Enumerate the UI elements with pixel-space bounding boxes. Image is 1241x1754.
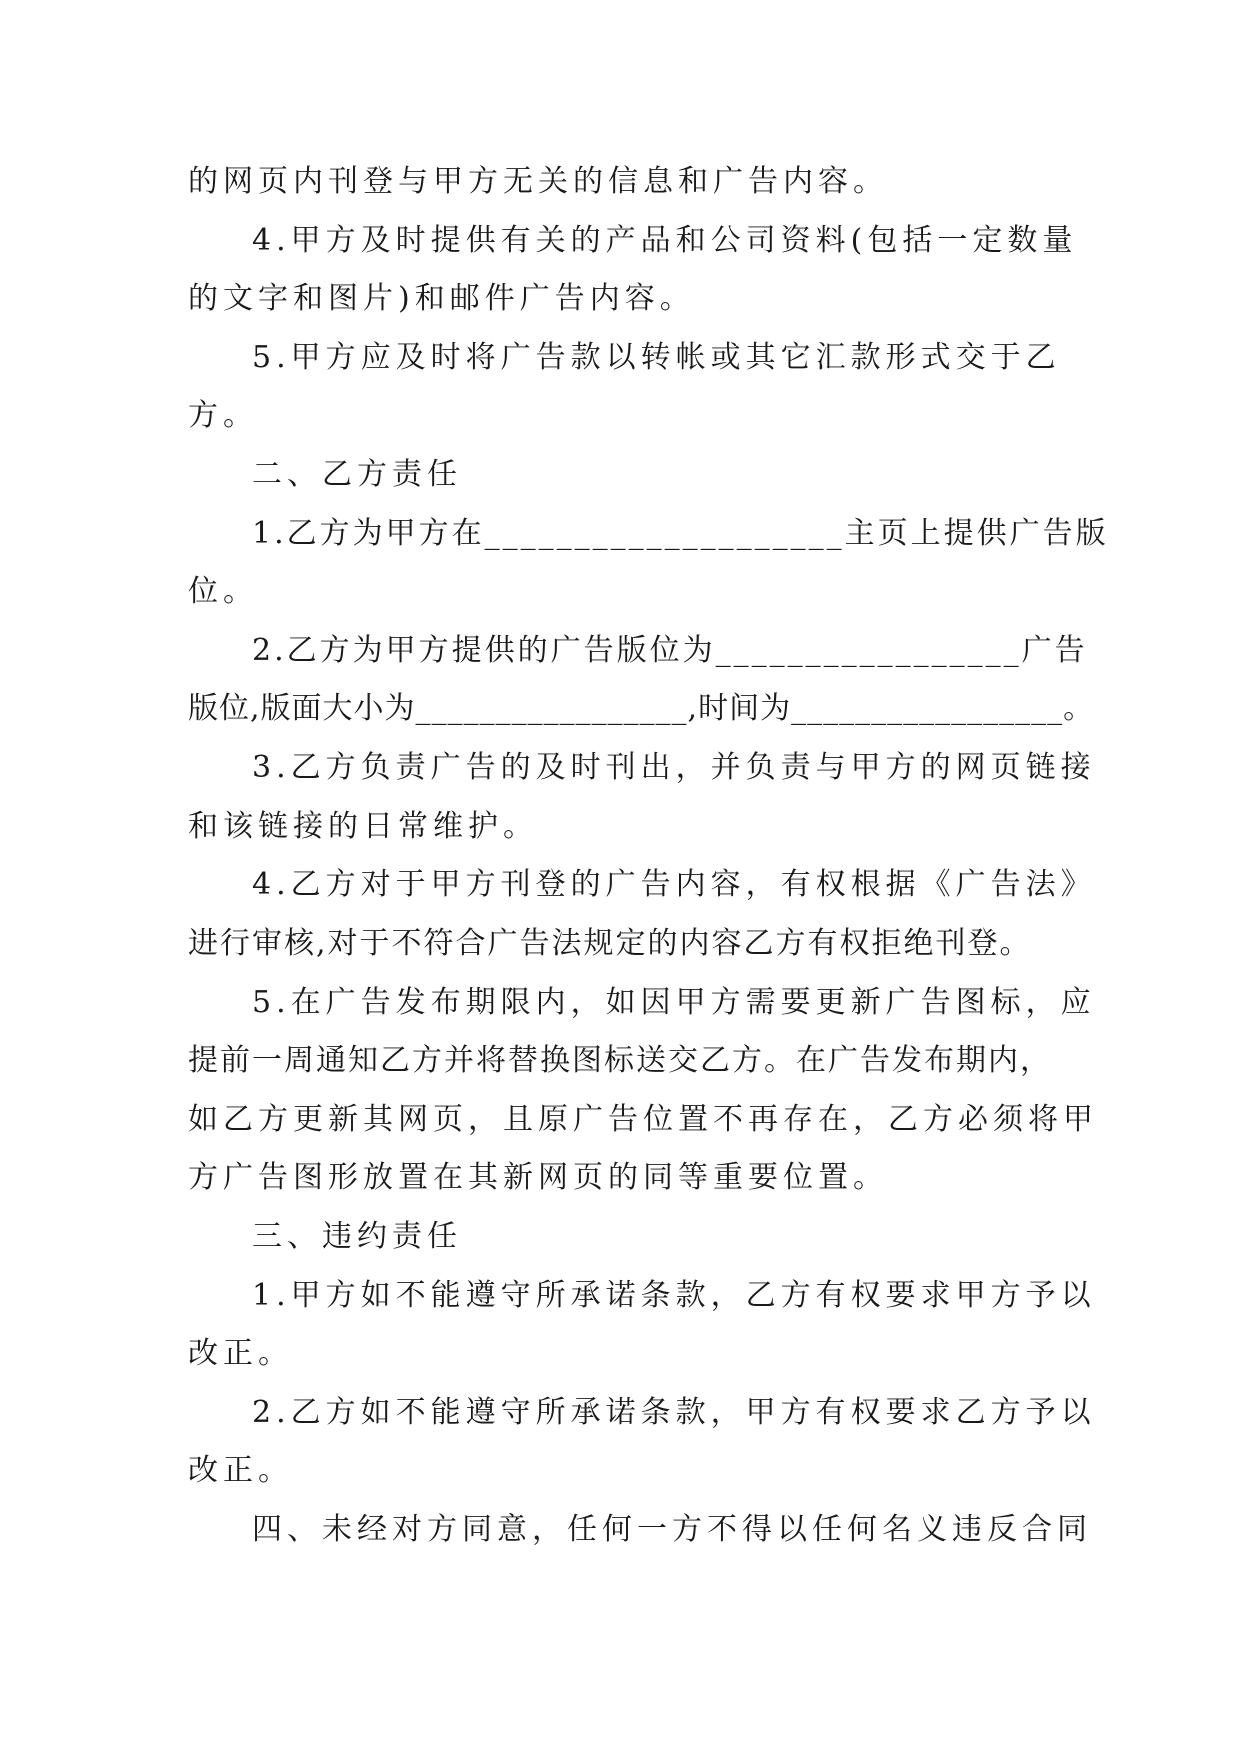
text-line: 的文字和图片)和邮件广告内容。 <box>188 281 695 316</box>
text-line: 改正。 <box>188 1336 293 1371</box>
text-line: 的网页内刊登与甲方无关的信息和广告内容。 <box>188 164 888 199</box>
text-line: 进行审核,对于不符合广告法规定的内容乙方有权拒绝刊登。 <box>188 926 1032 961</box>
text-line: 1.乙方为甲方在____________________主页上提供广告版 <box>252 516 1109 551</box>
text-line: 和该链接的日常维护。 <box>188 809 538 844</box>
text-line: 位。 <box>188 574 258 609</box>
text-line: 提前一周通知乙方并将替换图标送交乙方。在广告发布期内， <box>188 1043 1052 1078</box>
text-line: 5.甲方应及时将广告款以转帐或其它汇款形式交于乙 <box>252 340 1061 375</box>
text-line: 5.在广告发布期限内，如因甲方需要更新广告图标，应 <box>252 985 1096 1020</box>
text-line: 4.乙方对于甲方刊登的广告内容，有权根据《广告法》 <box>252 867 1096 902</box>
text-line: 版位,版面大小为_________________,时间为_________________。 <box>188 691 1095 726</box>
text-line: 如乙方更新其网页，且原广告位置不再存在，乙方必须将甲 <box>188 1102 1098 1137</box>
section-heading: 二、乙方责任 <box>252 457 462 492</box>
section-heading: 三、违约责任 <box>252 1219 462 1254</box>
text-line: 2.乙方如不能遵守所承诺条款，甲方有权要求乙方予以 <box>252 1395 1096 1430</box>
text-line: 方。 <box>188 398 258 433</box>
text-line: 3.乙方负责广告的及时刊出，并负责与甲方的网页链接 <box>252 750 1096 785</box>
section-heading: 四、未经对方同意，任何一方不得以任何名义违反合同 <box>252 1512 1092 1547</box>
text-line: 4.甲方及时提供有关的产品和公司资料(包括一定数量 <box>252 223 1078 258</box>
text-line: 2.乙方为甲方提供的广告版位为_________________广告 <box>252 633 1088 668</box>
text-line: 1.甲方如不能遵守所承诺条款，乙方有权要求甲方予以 <box>252 1278 1096 1313</box>
text-line: 改正。 <box>188 1453 293 1488</box>
text-line: 方广告图形放置在其新网页的同等重要位置。 <box>188 1160 888 1195</box>
